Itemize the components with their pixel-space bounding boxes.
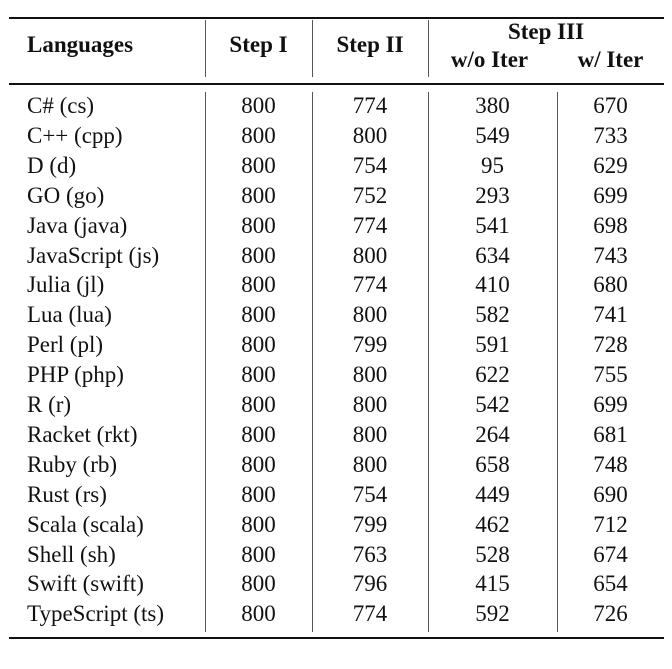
step-1-cell: 800 (241, 571, 276, 597)
step-3-with-iter-cell: 629 (593, 152, 628, 178)
step-1-cell: 800 (241, 212, 276, 238)
step-3-without-iter-cell: 622 (475, 362, 510, 388)
step-2-cell: 754 (352, 481, 388, 507)
step-3-with-iter-cell: 670 (593, 93, 628, 118)
step-3-with-iter-cell: 699 (593, 392, 628, 417)
step-3-without-iter-cell: 415 (475, 571, 510, 597)
step-3-with-iter-cell: 681 (593, 421, 628, 447)
step-2-cell: 796 (352, 571, 388, 597)
step-3-without-iter-cell: 591 (475, 332, 510, 358)
step-2-cell: 774 (352, 601, 388, 627)
step-3-without-iter-cell: 449 (475, 481, 510, 507)
language-cell: Perl (pl) (27, 332, 104, 358)
step-2-cell: 800 (352, 302, 388, 328)
step-2-cell: 800 (352, 362, 388, 388)
step-1-cell: 800 (241, 451, 276, 477)
step-1-cell: 800 (241, 182, 276, 208)
step-2-cell: 774 (352, 212, 388, 238)
step-3-with-iter-cell: 712 (593, 511, 628, 537)
step-1-cell: 800 (241, 392, 276, 417)
step-1-cell: 800 (241, 152, 276, 178)
step-1-cell: 800 (241, 332, 276, 358)
step-3-without-iter-cell: 634 (475, 242, 510, 268)
step-3-with-iter-cell: 726 (593, 601, 628, 627)
step-1-cell: 800 (241, 511, 276, 537)
step-2-cell: 800 (352, 122, 388, 148)
step-3-without-iter-cell: 410 (475, 272, 510, 298)
step-2-cell: 799 (352, 511, 388, 537)
step-3-with-iter-cell: 690 (593, 481, 628, 507)
step-3-with-iter-cell: 733 (593, 122, 628, 148)
language-cell: R (r) (27, 392, 72, 417)
step-3-without-iter-cell: 592 (475, 601, 510, 627)
step-3-with-iter-cell: 674 (593, 541, 628, 567)
step-3-without-iter-cell: 582 (475, 302, 510, 328)
step-3-without-iter-cell: 293 (475, 182, 510, 208)
language-cell: TypeScript (ts) (27, 601, 165, 627)
step-3-with-iter-cell: 698 (593, 212, 628, 238)
step-1-cell: 800 (241, 302, 276, 328)
header-step-2: Step II (336, 32, 404, 57)
step-3-without-iter-cell: 542 (475, 392, 510, 417)
language-cell: PHP (php) (27, 362, 124, 388)
header-step-3-without-iter: w/o Iter (450, 47, 529, 72)
header-step-1: Step I (229, 32, 288, 57)
step-3-without-iter-cell: 541 (475, 212, 510, 238)
step-1-cell: 800 (241, 421, 276, 447)
language-cell: C++ (cpp) (27, 122, 123, 148)
step-3-with-iter-cell: 748 (593, 451, 628, 477)
step-2-cell: 800 (352, 242, 388, 268)
language-cell: Lua (lua) (27, 302, 112, 328)
language-cell: Swift (swift) (27, 571, 144, 597)
language-cell: JavaScript (js) (27, 242, 160, 268)
step-2-cell: 800 (352, 421, 388, 447)
step-1-cell: 800 (241, 93, 276, 118)
header-languages: Languages (27, 32, 134, 57)
bottom-rule (9, 637, 664, 639)
step-3-with-iter-cell: 743 (593, 242, 628, 268)
header-step-3-with-iter: w/ Iter (577, 47, 644, 72)
step-3-with-iter-cell: 728 (593, 332, 628, 358)
step-3-with-iter-cell: 680 (593, 272, 628, 298)
step-3-without-iter-cell: 549 (475, 122, 510, 148)
step-1-cell: 800 (241, 541, 276, 567)
step-1-cell: 800 (241, 362, 276, 388)
step-2-cell: 752 (352, 182, 388, 208)
step-2-cell: 754 (352, 152, 388, 178)
step-2-cell: 799 (352, 332, 388, 358)
language-cell: GO (go) (27, 182, 105, 208)
step-3-with-iter-cell: 654 (593, 571, 628, 597)
language-cell: Shell (sh) (27, 541, 116, 567)
header-rule (9, 83, 664, 85)
step-3-without-iter-cell: 462 (475, 511, 510, 537)
step-2-cell: 763 (352, 541, 388, 567)
step-3-without-iter-cell: 658 (475, 451, 510, 477)
step-3-without-iter-cell: 380 (475, 93, 510, 118)
step-3-without-iter-cell: 264 (475, 421, 510, 447)
language-cell: D (d) (27, 152, 77, 178)
step-2-cell: 800 (352, 392, 388, 417)
step-2-cell: 800 (352, 451, 388, 477)
header-step-3: Step III (507, 19, 585, 44)
language-cell: Rust (rs) (27, 481, 107, 507)
step-1-cell: 800 (241, 122, 276, 148)
language-cell: Java (java) (27, 212, 128, 238)
step-3-with-iter-cell: 741 (593, 302, 628, 328)
step-3-with-iter-cell: 699 (593, 182, 628, 208)
step-2-cell: 774 (352, 93, 388, 118)
step-3-with-iter-cell: 755 (593, 362, 628, 388)
step-1-cell: 800 (241, 242, 276, 268)
language-cell: Ruby (rb) (27, 451, 118, 477)
language-cell: Julia (jl) (27, 272, 105, 298)
step-2-cell: 774 (352, 272, 388, 298)
step-3-without-iter-cell: 528 (475, 541, 510, 567)
language-cell: Scala (scala) (27, 511, 144, 537)
step-3-without-iter-cell: 95 (481, 152, 504, 178)
language-cell: C# (cs) (27, 93, 95, 118)
step-1-cell: 800 (241, 601, 276, 627)
language-cell: Racket (rkt) (27, 421, 138, 447)
step-1-cell: 800 (241, 481, 276, 507)
step-1-cell: 800 (241, 272, 276, 298)
